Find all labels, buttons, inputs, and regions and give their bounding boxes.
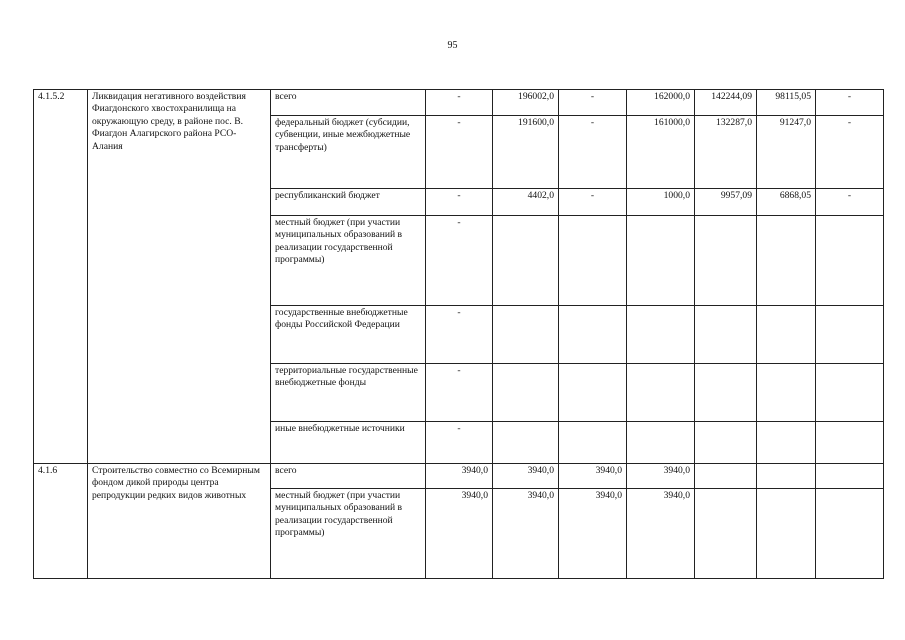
value-cell: 196002,0	[493, 90, 559, 116]
measure-name: Строительство совместно со Всемирным фондом дикой природы центра репродукции редких видов животных	[88, 464, 271, 579]
value-cell: 132287,0	[695, 116, 757, 189]
value-cell	[559, 364, 627, 422]
value-cell: 3940,0	[426, 489, 493, 579]
value-cell	[757, 306, 816, 364]
value-cell	[757, 464, 816, 489]
funding-source: республиканский бюджет	[271, 189, 426, 216]
value-cell	[627, 364, 695, 422]
value-cell: 98115,05	[757, 90, 816, 116]
value-cell	[695, 422, 757, 464]
value-cell	[816, 216, 884, 306]
value-cell: 142244,09	[695, 90, 757, 116]
funding-source: федеральный бюджет (субсидии, субвенции, иные межбюджетные трансферты)	[271, 116, 426, 189]
value-cell	[757, 216, 816, 306]
funding-source: всего	[271, 464, 426, 489]
value-cell	[627, 306, 695, 364]
value-cell	[816, 464, 884, 489]
value-cell	[816, 489, 884, 579]
value-cell: -	[426, 216, 493, 306]
value-cell	[757, 364, 816, 422]
value-cell: -	[426, 116, 493, 189]
value-cell: 3940,0	[559, 464, 627, 489]
value-cell: -	[426, 422, 493, 464]
value-cell: -	[426, 189, 493, 216]
measure-code: 4.1.5.2	[34, 90, 88, 464]
value-cell: -	[559, 189, 627, 216]
value-cell	[627, 422, 695, 464]
budget-table	[33, 89, 884, 579]
value-cell	[559, 306, 627, 364]
value-cell: 162000,0	[627, 90, 695, 116]
value-cell: -	[426, 364, 493, 422]
value-cell: -	[426, 306, 493, 364]
value-cell: -	[816, 189, 884, 216]
value-cell	[757, 489, 816, 579]
table-row	[34, 464, 884, 489]
value-cell: 3940,0	[493, 489, 559, 579]
value-cell: 3940,0	[426, 464, 493, 489]
value-cell	[559, 216, 627, 306]
funding-source: территориальные государственные внебюджетные фонды	[271, 364, 426, 422]
value-cell	[695, 364, 757, 422]
value-cell	[559, 422, 627, 464]
value-cell: 3940,0	[493, 464, 559, 489]
page-number: 95	[447, 40, 458, 51]
value-cell: 161000,0	[627, 116, 695, 189]
funding-source: государственные внебюджетные фонды Российской Федерации	[271, 306, 426, 364]
value-cell: 3940,0	[627, 464, 695, 489]
value-cell	[493, 364, 559, 422]
value-cell	[695, 306, 757, 364]
table-row	[34, 90, 884, 116]
funding-source: всего	[271, 90, 426, 116]
value-cell	[816, 422, 884, 464]
value-cell	[493, 306, 559, 364]
value-cell: 191600,0	[493, 116, 559, 189]
value-cell	[816, 364, 884, 422]
value-cell: -	[559, 90, 627, 116]
value-cell: -	[559, 116, 627, 189]
measure-code: 4.1.6	[34, 464, 88, 579]
value-cell	[695, 216, 757, 306]
value-cell: -	[426, 90, 493, 116]
value-cell	[695, 489, 757, 579]
value-cell	[816, 306, 884, 364]
value-cell: 9957,09	[695, 189, 757, 216]
value-cell: -	[816, 116, 884, 189]
funding-source: иные внебюджетные источники	[271, 422, 426, 464]
value-cell: 1000,0	[627, 189, 695, 216]
value-cell: 6868,05	[757, 189, 816, 216]
value-cell	[627, 216, 695, 306]
value-cell	[493, 422, 559, 464]
funding-source: местный бюджет (при участии муниципальных образований в реализации государственной программы)	[271, 216, 426, 306]
value-cell: 3940,0	[559, 489, 627, 579]
value-cell: 91247,0	[757, 116, 816, 189]
measure-name: Ликвидация негативного воздействия Фиагдонского хвостохранилища на окружающую среду, в районе пос. В. Фиагдон Алагирского района РСО-Алания	[88, 90, 271, 464]
value-cell	[757, 422, 816, 464]
value-cell	[493, 216, 559, 306]
value-cell: -	[816, 90, 884, 116]
funding-source: местный бюджет (при участии муниципальных образований в реализации государственной программы)	[271, 489, 426, 579]
value-cell: 3940,0	[627, 489, 695, 579]
value-cell	[695, 464, 757, 489]
value-cell: 4402,0	[493, 189, 559, 216]
